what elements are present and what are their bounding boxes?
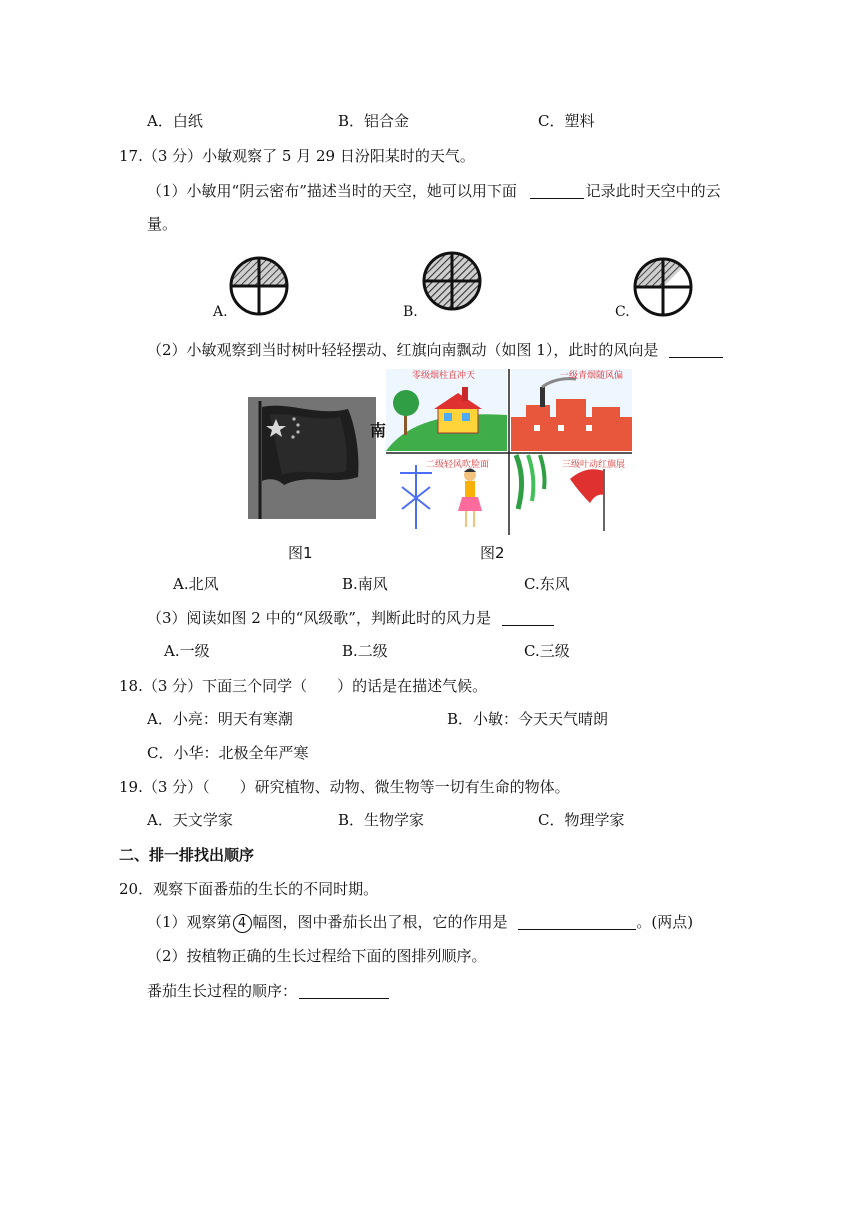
q19-stem: 19.（3 分）（ ）研究植物、动物、微生物等一切有生命的物体。 [119, 778, 570, 796]
cloud-label-c: C. [615, 304, 630, 320]
q20-part3 [147, 981, 389, 1001]
q16-option-a: A．白纸 [147, 112, 203, 130]
q17-part3-option-a: A.一级 [164, 642, 210, 660]
q20-part2: （2）按植物正确的生长过程给下面的图排列顺序。 [147, 947, 487, 965]
q17-part3-option-c: C.三级 [524, 642, 570, 660]
cloud-label-a: A. [213, 304, 228, 320]
q17-part2-text: （2）小敏观察到当时树叶轻轻摆动、红旗向南飘动（如图 1），此时的风向是 [147, 341, 659, 359]
q17-part2 [147, 340, 723, 360]
q20-part1-text-b: 幅图，图中番茄长出了根，它的作用是 [252, 913, 508, 931]
q17-stem: 17.（3 分）小敏观察了 5 月 29 日汾阳某时的天气。 [119, 147, 475, 165]
q17-part2-option-a: A.北风 [173, 575, 219, 593]
q17-part2-answer-blank[interactable] [669, 341, 723, 358]
figure1-caption: 图1 [288, 544, 313, 562]
q16-option-c: C．塑料 [538, 112, 595, 130]
q19-option-b: B．生物学家 [338, 811, 425, 829]
q20-part3-text: 番茄生长过程的顺序： [147, 982, 298, 1000]
figure1-south-label: 南 [370, 421, 387, 440]
q17-part1-answer-blank[interactable] [530, 182, 584, 199]
cloud-cover-symbol-a [228, 255, 290, 317]
figure2-panel4-caption: 三级叶动红旗展 [562, 460, 626, 470]
q20-part1-text-a: （1）观察第 [147, 913, 232, 931]
q17-part2-option-b: B.南风 [342, 575, 388, 593]
q17-part3-option-b: B.二级 [342, 642, 388, 660]
q18-option-c: C．小华：北极全年严寒 [147, 744, 309, 762]
figure2-wind-scale-diagram [386, 369, 632, 535]
q17-part2-option-c: C.东风 [524, 575, 570, 593]
q17-part1-text-b: 记录此时天空中的云 [585, 182, 721, 200]
q17-part1-line2: 量。 [147, 215, 178, 233]
q16-option-b: B．铝合金 [338, 112, 410, 130]
q19-option-c: C．物理学家 [538, 811, 625, 829]
q18-option-a: A．小亮：明天有寒潮 [147, 710, 293, 728]
figure2-panel1-caption: 零级烟柱直冲天 [412, 371, 476, 381]
q17-part3-answer-blank[interactable] [502, 609, 554, 626]
figure2-panel2-caption: 一级青烟随风偏 [560, 371, 624, 381]
figure1-flag-photo [248, 397, 376, 519]
q20-order-answer-blank[interactable] [299, 982, 389, 999]
q20-stem: 20．观察下面番茄的生长的不同时期。 [119, 880, 379, 898]
cloud-cover-symbol-c [632, 256, 694, 318]
figure2-panel3-caption: 二级轻风吹脸面 [426, 460, 490, 470]
q17-part1-line1 [147, 181, 721, 201]
q18-stem: 18.（3 分）下面三个同学（ ）的话是在描述气候。 [119, 677, 488, 695]
q20-part1 [147, 912, 693, 933]
q19-option-a: A．天文学家 [147, 811, 233, 829]
cloud-label-b: B. [403, 304, 418, 320]
cloud-cover-symbol-b [421, 250, 483, 312]
q17-part3 [147, 608, 554, 628]
q17-part3-text: （3）阅读如图 2 中的“风级歌”，判断此时的风力是 [147, 609, 491, 627]
section2-title: 二、排一排找出顺序 [119, 846, 255, 864]
q20-part1-answer-blank[interactable] [518, 913, 636, 930]
q20-part1-text-c: 。(两点) [636, 913, 694, 931]
figure2-caption: 图2 [480, 544, 505, 562]
q17-part1-text-a: （1）小敏用“阴云密布”描述当时的天空，她可以用下面 [147, 182, 517, 200]
q20-figure-number: 4 [233, 914, 252, 933]
q18-option-b: B．小敏：今天天气晴朗 [447, 710, 609, 728]
